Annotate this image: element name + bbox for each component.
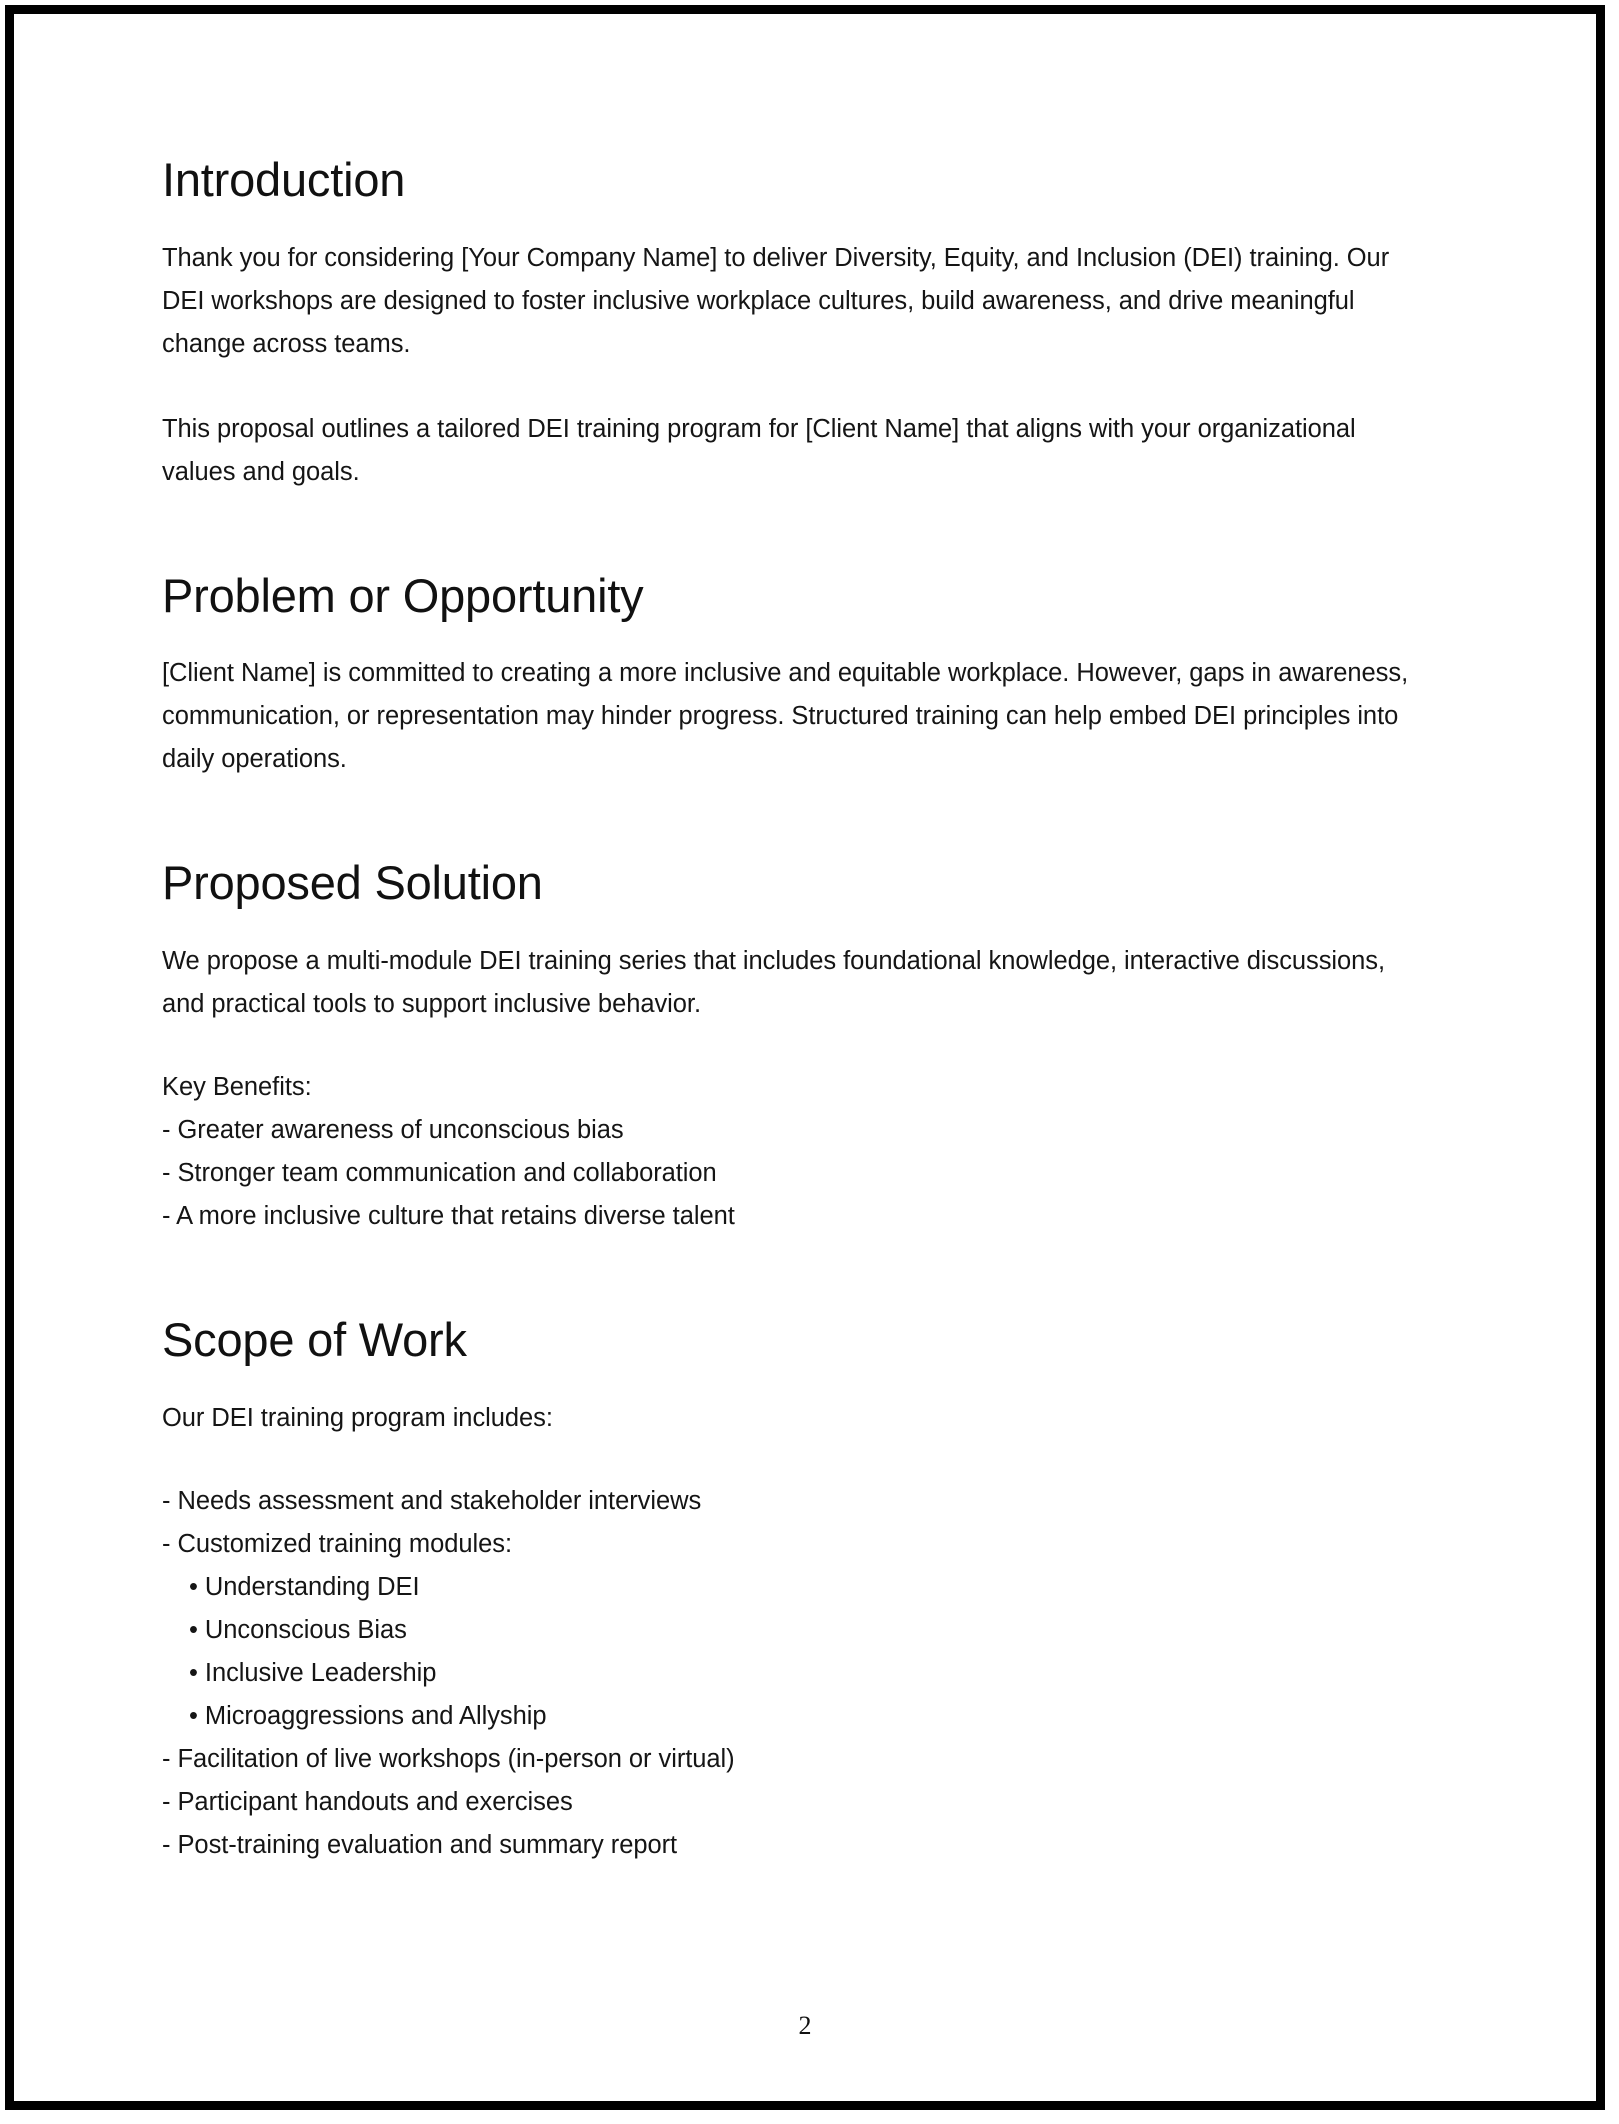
key-benefits-list (162, 1066, 1462, 1238)
section-problem-or-opportunity (162, 570, 1462, 782)
heading-introduction: Introduction (162, 153, 406, 206)
list-item-nested: • Microaggressions and Allyship (189, 1701, 547, 1730)
heading-proposed-solution: Proposed Solution (162, 856, 543, 910)
paragraph-introduction-2: This proposal outlines a tailored DEI training program for [Client Name] that aligns with your organizational values and goals. (162, 414, 1356, 486)
paragraph-proposed-solution-1: We propose a multi-module DEI training series that includes foundational knowledge, interactive discussions, and practical tools to support inclusive behavior. (162, 946, 1386, 1018)
list-item-nested: • Inclusive Leadership (189, 1658, 437, 1687)
paragraph-scope-of-work-1: Our DEI training program includes: (162, 1403, 553, 1432)
list-item-nested: • Unconscious Bias (189, 1615, 407, 1644)
paragraph-problem-or-opportunity-1: [Client Name] is committed to creating a more inclusive and equitable workplace. However, gaps in awareness, communication, or representation may hinder progress. Structured training can help embed DEI principles into daily operations. (162, 659, 1409, 774)
scope-of-work-list (162, 1480, 1462, 1867)
list-item: - Stronger team communication and collaboration (162, 1158, 717, 1187)
list-item: - Needs assessment and stakeholder interviews (162, 1486, 702, 1515)
list-item-nested: • Understanding DEI (189, 1572, 420, 1601)
list-item: - Post-training evaluation and summary report (162, 1830, 678, 1859)
list-item: - Facilitation of live workshops (in-person or virtual) (162, 1744, 735, 1773)
list-item: - Greater awareness of unconscious bias (162, 1115, 624, 1144)
heading-problem-or-opportunity: Problem or Opportunity (162, 568, 644, 622)
section-proposed-solution (162, 857, 1462, 1238)
page-number-footer: 2 (798, 2011, 812, 2040)
section-introduction (162, 154, 1462, 494)
section-scope-of-work (162, 1314, 1462, 1867)
paragraph-introduction-1: Thank you for considering [Your Company Name] to deliver Diversity, Equity, and Inclusion (DEI) training. Our DEI workshops are designed to foster inclusive workplace cultures, build awareness, and drive meaningful change across teams. (162, 243, 1390, 358)
key-benefits-label: Key Benefits: (162, 1072, 312, 1101)
list-item: - Participant handouts and exercises (162, 1787, 573, 1816)
document-page (5, 5, 1605, 2110)
list-item: - A more inclusive culture that retains diverse talent (162, 1201, 735, 1230)
page-content (162, 154, 1462, 1867)
heading-scope-of-work: Scope of Work (162, 1312, 467, 1366)
list-item: - Customized training modules: (162, 1529, 512, 1558)
